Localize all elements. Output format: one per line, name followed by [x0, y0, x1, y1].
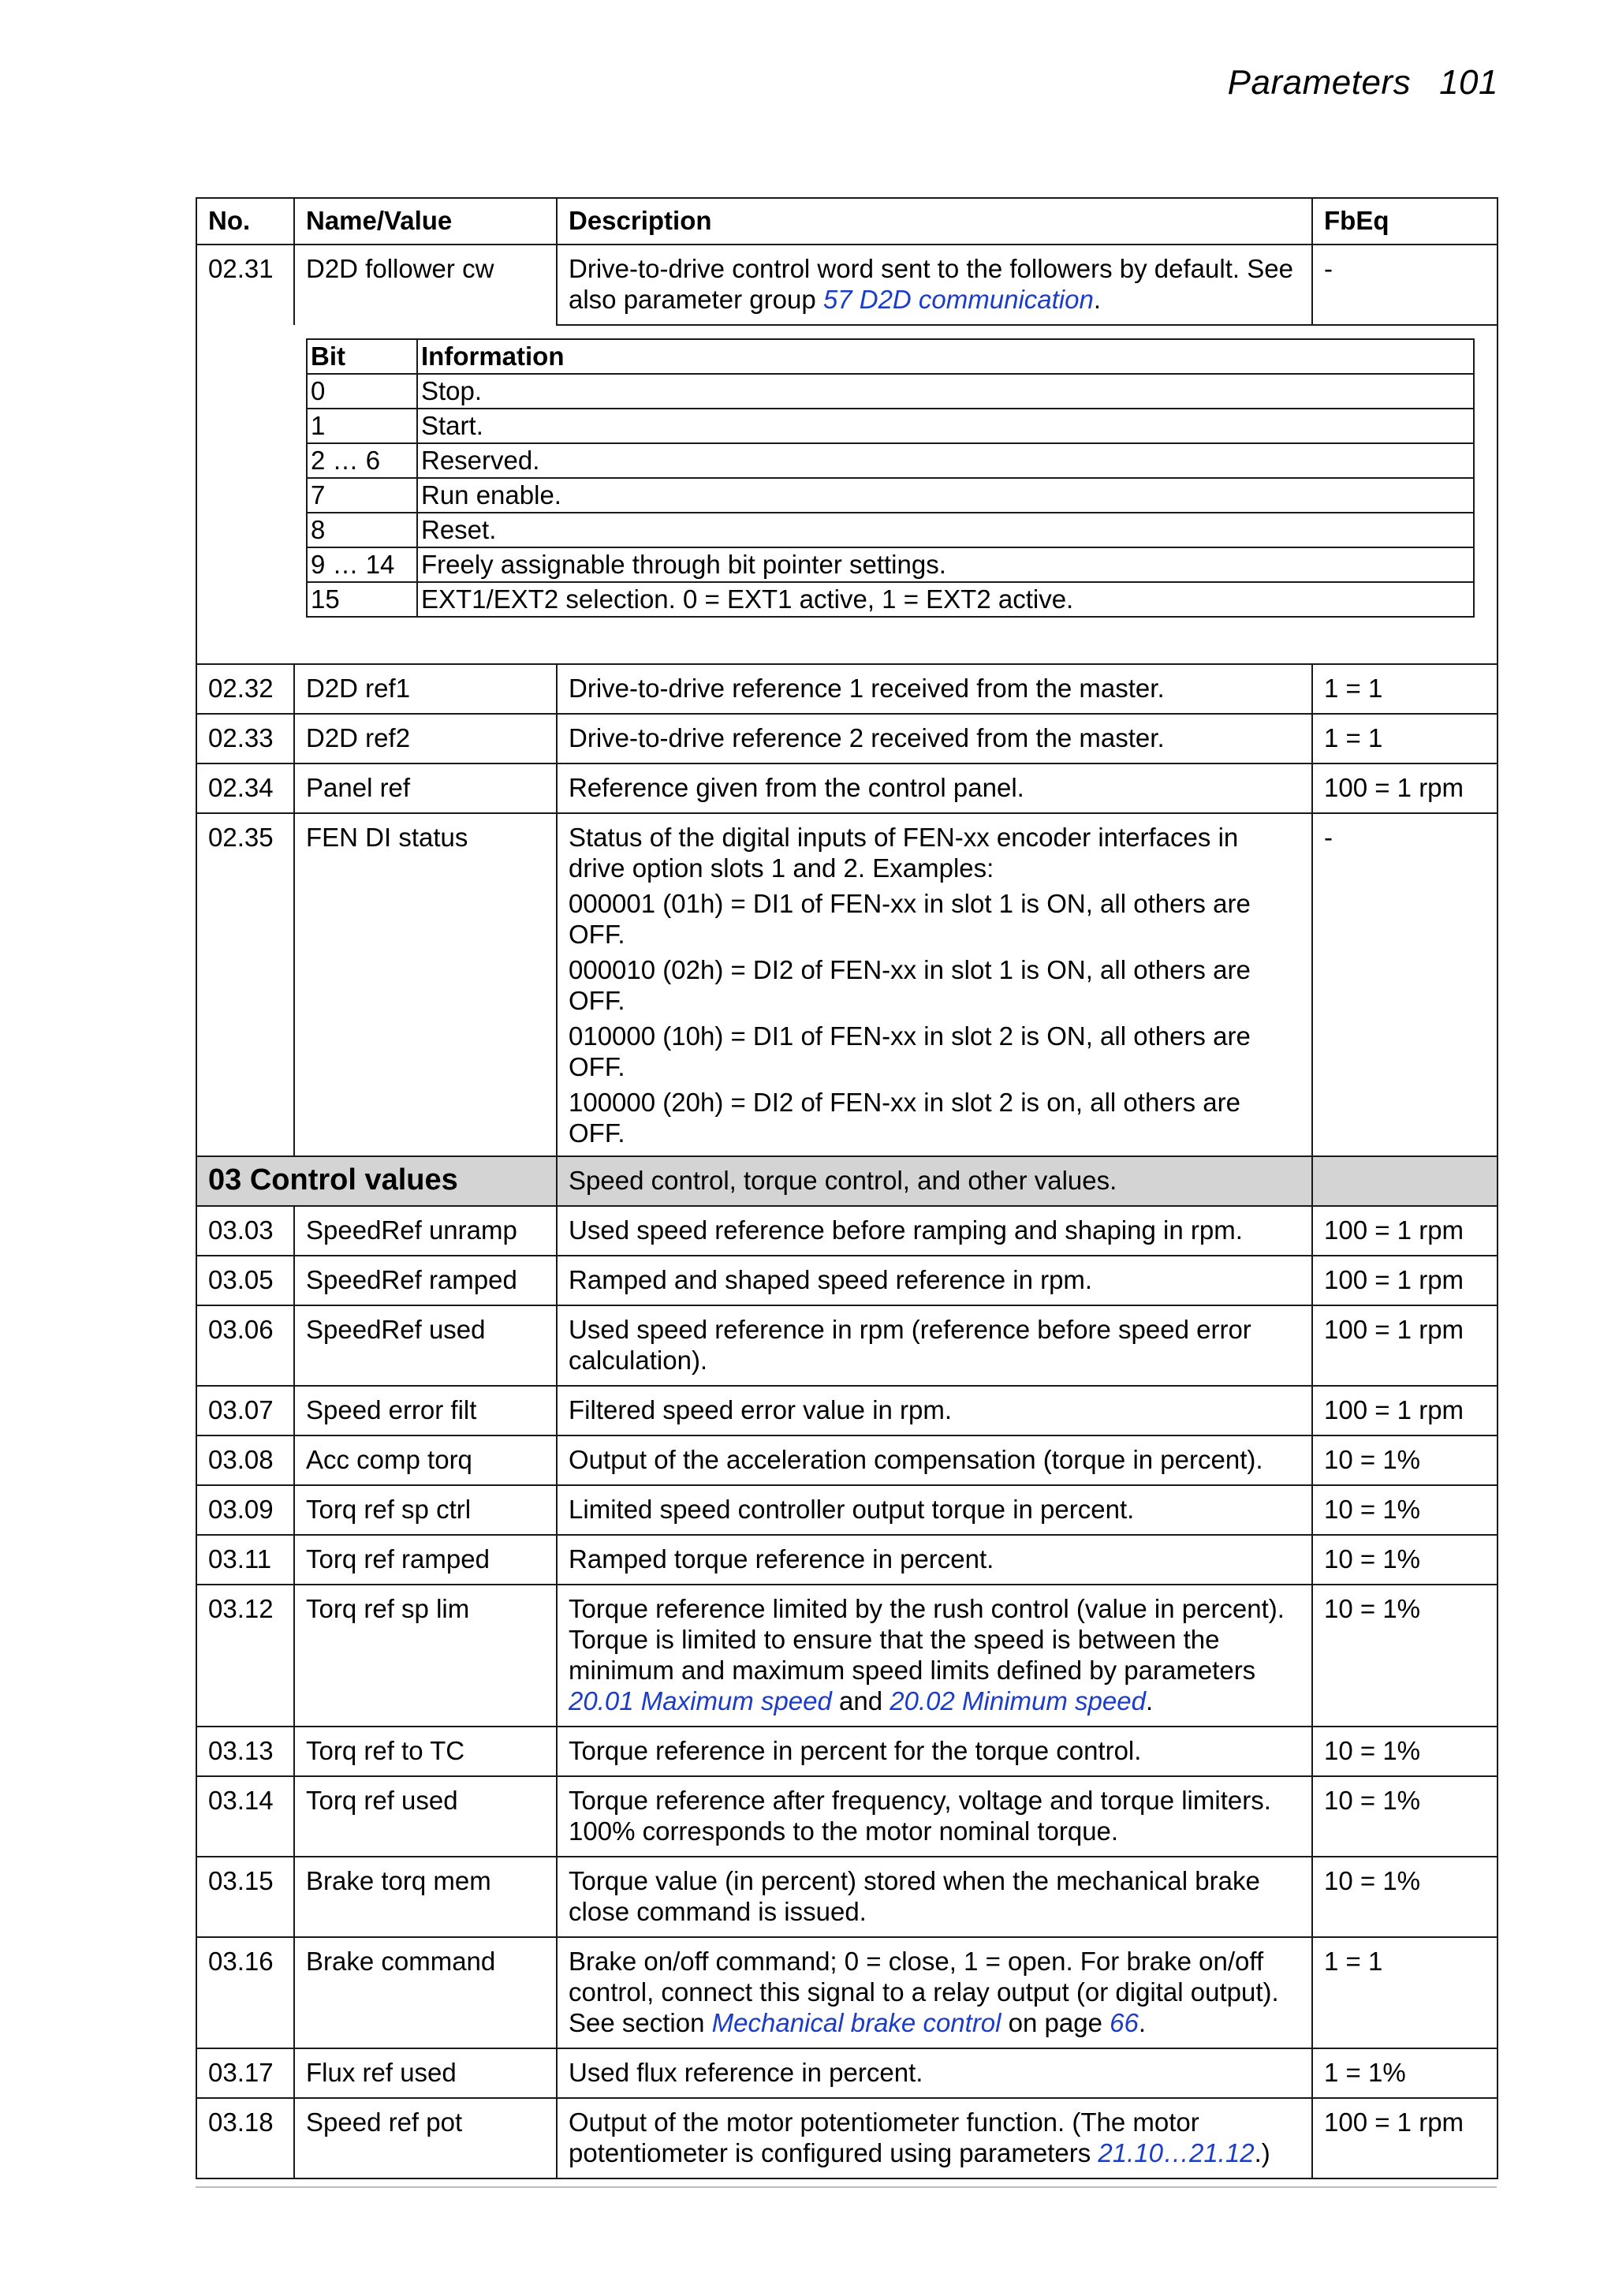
param-no: 03.17 — [196, 2048, 294, 2098]
bit-table-row — [196, 325, 1498, 664]
param-description: Used flux reference in percent. — [557, 2048, 1312, 2098]
table-row — [196, 1206, 1498, 1256]
param-no: 02.35 — [196, 813, 294, 1159]
param-name: Acc comp torq — [294, 1435, 557, 1485]
group-fbeq — [1312, 1156, 1498, 1206]
bit-row — [307, 443, 1474, 478]
param-name: Torq ref to TC — [294, 1727, 557, 1776]
information-header: Information — [417, 339, 1474, 374]
description-text: Brake on/off command; 0 = close, 1 = open. For brake on/off control, connect this signal to a relay output (or digital output). See section — [569, 1947, 1279, 2037]
param-description: Torque reference after frequency, voltage and torque limiters. 100% corresponds to the motor nominal torque. — [557, 1776, 1312, 1857]
param-description — [557, 245, 1312, 325]
param-name: SpeedRef unramp — [294, 1206, 557, 1256]
bit-info: Run enable. — [417, 478, 1474, 513]
description-line: 100000 (20h) = DI2 of FEN-xx in slot 2 is on, all others are OFF. — [569, 1088, 1241, 1148]
bit-row — [307, 513, 1474, 547]
table-row — [196, 1937, 1498, 2048]
param-name: Torq ref sp ctrl — [294, 1485, 557, 1535]
param-fbeq: 10 = 1% — [1312, 1776, 1498, 1857]
bit-info: Reset. — [417, 513, 1474, 547]
description-end: . — [1145, 1686, 1154, 1715]
bit-row — [307, 374, 1474, 409]
param-description: Used speed reference in rpm (reference before speed error calculation). — [557, 1305, 1312, 1386]
bit-number: 9 … 14 — [307, 547, 417, 582]
param-name: Speed error filt — [294, 1386, 557, 1435]
param-description: Drive-to-drive reference 1 received from the master. — [557, 664, 1312, 714]
param-description: Drive-to-drive reference 2 received from the master. — [557, 714, 1312, 763]
description-text: and — [831, 1686, 890, 1715]
param-no: 03.12 — [196, 1585, 294, 1727]
page-number: 101 — [1439, 63, 1498, 102]
param-no: 02.32 — [196, 664, 294, 714]
param-name: SpeedRef ramped — [294, 1256, 557, 1305]
bit-number: 2 … 6 — [307, 443, 417, 478]
bit-row — [307, 582, 1474, 617]
param-fbeq: 1 = 1 — [1312, 1937, 1498, 2048]
group-description: Speed control, torque control, and other values. — [557, 1156, 1312, 1206]
bit-info: Freely assignable through bit pointer settings. — [417, 547, 1474, 582]
param-fbeq: 100 = 1 rpm — [1312, 1256, 1498, 1305]
table-row — [196, 1776, 1498, 1857]
param-no: 03.08 — [196, 1435, 294, 1485]
param-description — [557, 813, 1312, 1159]
bit-info: Start. — [417, 409, 1474, 443]
param-name: Torq ref used — [294, 1776, 557, 1857]
table-row — [196, 1585, 1498, 1727]
param-name: D2D follower cw — [294, 245, 557, 325]
bit-table-header — [307, 339, 1474, 374]
param-description: Ramped torque reference in percent. — [557, 1535, 1312, 1585]
description-end: . — [1138, 2008, 1147, 2037]
param-no: 03.14 — [196, 1776, 294, 1857]
param-no: 03.15 — [196, 1857, 294, 1937]
param-fbeq: 10 = 1% — [1312, 1857, 1498, 1937]
param-fbeq: 10 = 1% — [1312, 1435, 1498, 1485]
param-fbeq: 10 = 1% — [1312, 1485, 1498, 1535]
description-line: 000001 (01h) = DI1 of FEN-xx in slot 1 is ON, all others are OFF. — [569, 889, 1251, 949]
param-fbeq: - — [1312, 813, 1498, 1159]
bit-table — [306, 338, 1475, 618]
bit-number: 7 — [307, 478, 417, 513]
param-name: Brake command — [294, 1937, 557, 2048]
param-fbeq: 1 = 1 — [1312, 714, 1498, 763]
description-end: . — [1093, 285, 1102, 314]
param-description: Torque reference in percent for the torque control. — [557, 1727, 1312, 1776]
param-no: 03.07 — [196, 1386, 294, 1435]
param-name: Speed ref pot — [294, 2098, 557, 2178]
bit-number: 1 — [307, 409, 417, 443]
description-line: 000010 (02h) = DI2 of FEN-xx in slot 1 is ON, all others are OFF. — [569, 955, 1251, 1015]
param-no: 03.05 — [196, 1256, 294, 1305]
param-name: Torq ref ramped — [294, 1535, 557, 1585]
table-row — [196, 763, 1498, 813]
param-description: Limited speed controller output torque in percent. — [557, 1485, 1312, 1535]
param-name: Brake torq mem — [294, 1857, 557, 1937]
table-row — [196, 1727, 1498, 1776]
parameters-table-03 — [196, 1155, 1498, 2179]
table-row — [196, 1857, 1498, 1937]
param-description: Reference given from the control panel. — [557, 763, 1312, 813]
param-description: Filtered speed error value in rpm. — [557, 1386, 1312, 1435]
param-no: 03.06 — [196, 1305, 294, 1386]
table-row — [196, 714, 1498, 763]
param-description: Output of the acceleration compensation (torque in percent). — [557, 1435, 1312, 1485]
link-mechanical-brake-control[interactable]: Mechanical brake control — [711, 2008, 1001, 2037]
description-end: .) — [1254, 2138, 1270, 2167]
param-fbeq: 100 = 1 rpm — [1312, 2098, 1498, 2178]
description-text: on page — [1001, 2008, 1110, 2037]
table-row — [196, 245, 1498, 325]
group-header-row — [196, 1156, 1498, 1206]
bit-number: 8 — [307, 513, 417, 547]
table-row — [196, 1435, 1498, 1485]
table-row — [196, 1535, 1498, 1585]
table-row — [196, 2098, 1498, 2178]
link-20-01-maximum-speed[interactable]: 20.01 Maximum speed — [569, 1686, 832, 1715]
bit-info: Stop. — [417, 374, 1474, 409]
param-no: 02.34 — [196, 763, 294, 813]
section-title: Parameters — [1227, 63, 1412, 102]
link-21-10-21-12[interactable]: 21.10…21.12 — [1098, 2138, 1255, 2167]
param-fbeq: 10 = 1% — [1312, 1535, 1498, 1585]
param-description — [557, 1585, 1312, 1727]
param-name: Torq ref sp lim — [294, 1585, 557, 1727]
page-header — [1228, 63, 1498, 103]
table-row — [196, 1305, 1498, 1386]
table-row — [196, 1386, 1498, 1435]
parameters-table-02 — [196, 197, 1498, 1159]
column-header-fbeq: FbEq — [1312, 198, 1498, 245]
bit-row — [307, 409, 1474, 443]
bit-row — [307, 547, 1474, 582]
param-no: 03.16 — [196, 1937, 294, 2048]
param-no: 03.09 — [196, 1485, 294, 1535]
bit-row — [307, 478, 1474, 513]
bit-number: 0 — [307, 374, 417, 409]
param-no: 03.18 — [196, 2098, 294, 2178]
param-no: 03.03 — [196, 1206, 294, 1256]
param-fbeq: 100 = 1 rpm — [1312, 1305, 1498, 1386]
param-no: 03.13 — [196, 1727, 294, 1776]
description-text: Drive-to-drive control word sent to the followers by default. See also parameter group — [569, 254, 1293, 314]
column-header-description: Description — [557, 198, 1312, 245]
description-text: Torque reference limited by the rush control (value in percent). Torque is limited to ensure that the speed is between the minimum and maximum speed limits defined by parameters — [569, 1594, 1285, 1685]
param-name: D2D ref1 — [294, 664, 557, 714]
column-header-name-value: Name/Value — [294, 198, 557, 245]
footer-divider — [196, 2186, 1497, 2188]
bit-info: Reserved. — [417, 443, 1474, 478]
param-name: Panel ref — [294, 763, 557, 813]
param-description — [557, 1937, 1312, 2048]
param-no: 02.33 — [196, 714, 294, 763]
group-title: 03 Control values — [196, 1156, 557, 1206]
description-line: 010000 (10h) = DI1 of FEN-xx in slot 2 is ON, all others are OFF. — [569, 1021, 1251, 1081]
table-row — [196, 664, 1498, 714]
param-no: 03.11 — [196, 1535, 294, 1585]
param-description — [557, 2098, 1312, 2178]
param-name: FEN DI status — [294, 813, 557, 1159]
link-20-02-minimum-speed[interactable]: 20.02 Minimum speed — [890, 1686, 1146, 1715]
table-row — [196, 2048, 1498, 2098]
table-header-row — [196, 198, 1498, 245]
param-name: SpeedRef used — [294, 1305, 557, 1386]
param-fbeq: 100 = 1 rpm — [1312, 763, 1498, 813]
description-text: Output of the motor potentiometer function. (The motor potentiometer is configured using parameters — [569, 2107, 1199, 2167]
bit-info: EXT1/EXT2 selection. 0 = EXT1 active, 1 = EXT2 active. — [417, 582, 1474, 617]
link-page-66[interactable]: 66 — [1110, 2008, 1139, 2037]
bit-table-container — [196, 325, 1498, 664]
param-description: Ramped and shaped speed reference in rpm. — [557, 1256, 1312, 1305]
table-row — [196, 1485, 1498, 1535]
column-header-no: No. — [196, 198, 294, 245]
param-fbeq: 100 = 1 rpm — [1312, 1386, 1498, 1435]
param-description: Used speed reference before ramping and shaping in rpm. — [557, 1206, 1312, 1256]
link-57-d2d-communication[interactable]: 57 D2D communication — [822, 285, 1094, 314]
param-fbeq: 1 = 1 — [1312, 664, 1498, 714]
param-fbeq: 10 = 1% — [1312, 1585, 1498, 1727]
param-fbeq: - — [1312, 245, 1498, 325]
bit-number: 15 — [307, 582, 417, 617]
param-no: 02.31 — [196, 245, 294, 325]
table-row — [196, 813, 1498, 1159]
table-row — [196, 1256, 1498, 1305]
param-fbeq: 10 = 1% — [1312, 1727, 1498, 1776]
description-line: Status of the digital inputs of FEN-xx encoder interfaces in drive option slots 1 and 2. Examples: — [569, 823, 1239, 883]
param-name: Flux ref used — [294, 2048, 557, 2098]
param-description: Torque value (in percent) stored when the mechanical brake close command is issued. — [557, 1857, 1312, 1937]
param-fbeq: 1 = 1% — [1312, 2048, 1498, 2098]
param-name: D2D ref2 — [294, 714, 557, 763]
bit-header: Bit — [307, 339, 417, 374]
param-fbeq: 100 = 1 rpm — [1312, 1206, 1498, 1256]
